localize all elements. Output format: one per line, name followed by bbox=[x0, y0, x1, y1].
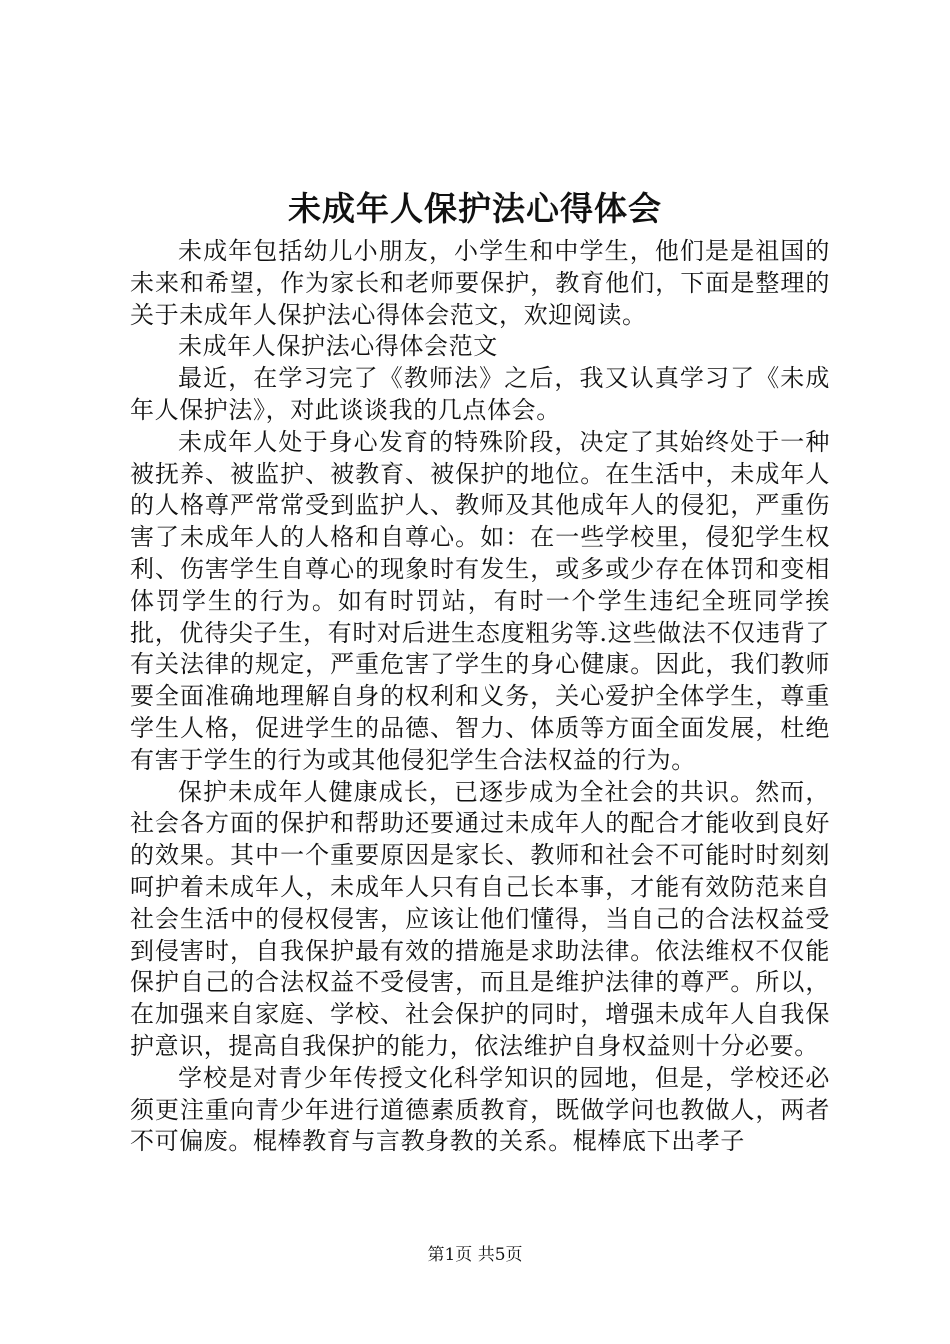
paragraph-1: 最近，在学习完了《教师法》之后，我又认真学习了《未成年人保护法》，对此谈谈我的几点体会。 bbox=[130, 364, 830, 424]
paragraph-subtitle: 未成年人保护法心得体会范文 bbox=[178, 332, 498, 361]
document-body bbox=[130, 236, 830, 1158]
paragraph-intro: 未成年包括幼儿小朋友，小学生和中学生，他们是是祖国的未来和希望，作为家长和老师要保护，教育他们，下面是整理的关于未成年人保护法心得体会范文，欢迎阅读。 bbox=[130, 237, 830, 329]
page-number-footer: 第1页 共5页 bbox=[427, 1245, 523, 1265]
paragraph-4: 学校是对青少年传授文化科学知识的园地，但是，学校还必须更注重向青少年进行道德素质教育，既做学问也教做人，两者不可偏废。棍棒教育与言教身教的关系。棍棒底下出孝子 bbox=[130, 1063, 830, 1156]
document-title: 未成年人保护法心得体会 bbox=[288, 189, 662, 228]
paragraph-3: 保护未成年人健康成长，已逐步成为全社会的共识。然而，社会各方面的保护和帮助还要通过未成年人的配合才能收到良好的效果。其中一个重要原因是家长、教师和社会不可能时时刻刻呵护着未成年人，未成年人只有自己长本事，才能有效防范来自社会生活中的侵权侵害，应该让他们懂得，当自己的合法权益受到侵害时，自我保护最有效的措施是求助法律。依法维权不仅能保护自己的合法权益不受侵害，而且是维护法律的尊严。所以，在加强来自家庭、学校、社会保护的同时，增强未成年人自我保护意识，提高自我保护的能力，依法维护自身权益则十分必要。 bbox=[130, 777, 830, 1060]
paragraph-2: 未成年人处于身心发育的特殊阶段，决定了其始终处于一种被抚养、被监护、被教育、被保护的地位。在生活中，未成年人的人格尊严常常受到监护人、教师及其他成年人的侵犯，严重伤害了未成年人的人格和自尊心。如：在一些学校里，侵犯学生权利、伤害学生自尊心的现象时有发生，或多或少存在体罚和变相体罚学生的行为。如有时罚站，有时一个学生违纪全班同学挨批，优待尖子生，有时对后进生态度粗劣等.这些做法不仅违背了有关法律的规定，严重危害了学生的身心健康。因此，我们教师要全面准确地理解自身的权利和义务，关心爱护全体学生，尊重学生人格，促进学生的品德、智力、体质等方面全面发展，杜绝有害于学生的行为或其他侵犯学生合法权益的行为。 bbox=[130, 427, 830, 774]
